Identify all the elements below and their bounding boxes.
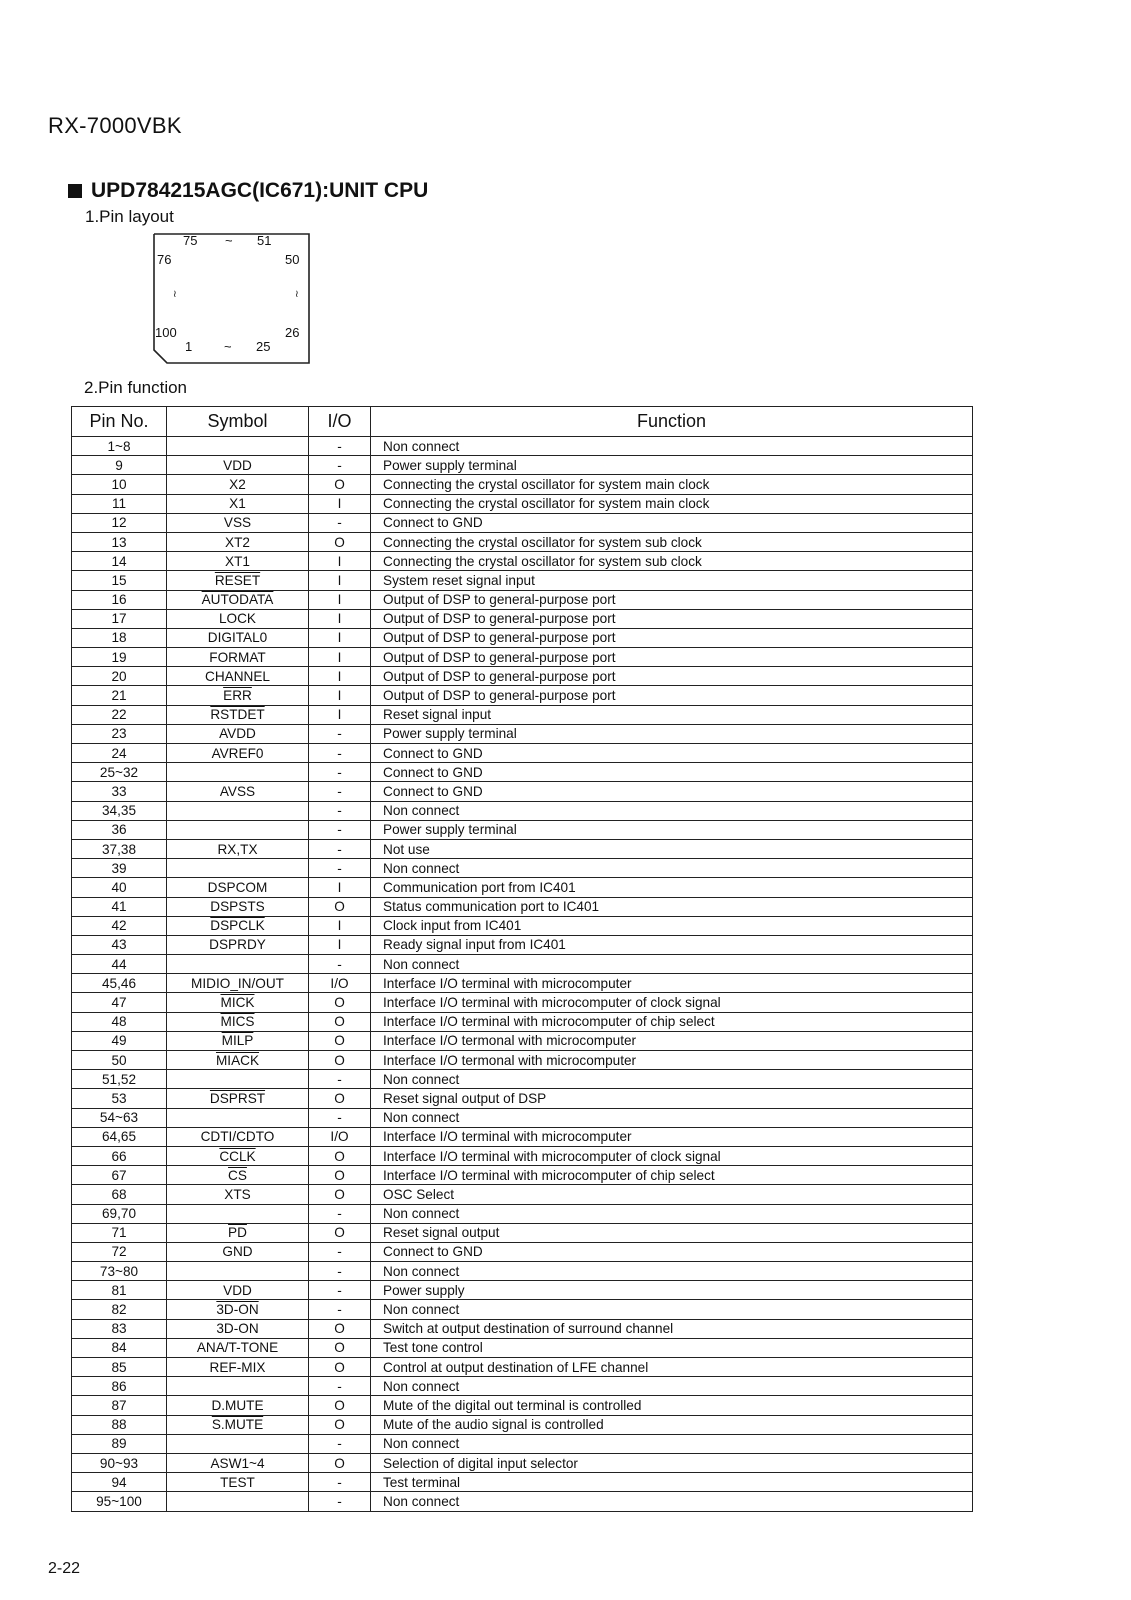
- table-row: [72, 1415, 973, 1434]
- symbol-cell: VSS: [223, 515, 252, 531]
- function-cell: Status communication port to IC401: [383, 899, 600, 915]
- function-cell: Interface I/O terminal with microcomputer of chip select: [383, 1014, 715, 1030]
- pin-cell: 68: [111, 1186, 127, 1202]
- chip-label-75: 75: [183, 233, 198, 248]
- pin-cell: 10: [111, 476, 127, 492]
- function-cell: Non connect: [383, 956, 460, 972]
- io-cell: -: [337, 860, 342, 876]
- table-row: [72, 532, 973, 551]
- io-cell: -: [337, 457, 342, 473]
- function-cell: Clock input from IC401: [383, 918, 522, 934]
- pin-function-table: [71, 406, 973, 1512]
- table-row: [72, 1204, 973, 1223]
- function-cell: Output of DSP to general-purpose port: [383, 592, 616, 608]
- io-cell: I/O: [330, 1129, 349, 1145]
- table-row: [72, 456, 973, 475]
- chip-label-100: 100: [155, 325, 177, 340]
- io-cell: O: [334, 1455, 345, 1471]
- io-cell: -: [337, 1071, 342, 1087]
- symbol-cell: AVDD: [219, 726, 256, 742]
- function-cell: System reset signal input: [383, 572, 535, 588]
- pin-cell: 81: [111, 1282, 127, 1298]
- function-cell: Non connect: [383, 1110, 460, 1126]
- table-row: [72, 628, 973, 647]
- symbol-cell: X1: [229, 496, 246, 512]
- symbol-cell: DSPCLK: [210, 918, 265, 934]
- chip-label-76: 76: [157, 252, 172, 267]
- symbol-cell: DIGITAL0: [207, 630, 268, 646]
- pin-cell: 37,38: [101, 841, 137, 857]
- io-cell: -: [337, 515, 342, 531]
- io-cell: -: [337, 1263, 342, 1279]
- symbol-cell: DSPCOM: [207, 879, 268, 895]
- table-row: [72, 609, 973, 628]
- table-row: [72, 993, 973, 1012]
- table-row: [72, 552, 973, 571]
- table-row: [72, 1319, 973, 1338]
- io-cell: I: [337, 572, 342, 588]
- function-cell: Output of DSP to general-purpose port: [383, 630, 616, 646]
- function-cell: Reset signal output of DSP: [383, 1090, 547, 1106]
- pin-cell: 88: [111, 1417, 127, 1433]
- table-row: [72, 1031, 973, 1050]
- io-cell: O: [334, 1090, 345, 1106]
- function-cell: Output of DSP to general-purpose port: [383, 688, 616, 704]
- io-cell: O: [334, 1033, 345, 1049]
- pin-cell: 45,46: [101, 975, 137, 991]
- function-cell: Ready signal input from IC401: [383, 937, 566, 953]
- symbol-cell: D.MUTE: [211, 1397, 264, 1413]
- io-cell: O: [334, 534, 345, 550]
- pin-cell: 82: [111, 1302, 127, 1318]
- io-cell: -: [337, 1436, 342, 1452]
- table-row: [72, 1012, 973, 1031]
- pin-cell: 86: [111, 1378, 127, 1394]
- pin-function-title: 2.Pin function: [84, 378, 188, 397]
- pin-cell: 22: [111, 707, 127, 723]
- pin-layout-title: 1.Pin layout: [85, 207, 174, 226]
- table-row: [72, 974, 973, 993]
- io-cell: -: [337, 822, 342, 838]
- pin-cell: 51,52: [101, 1071, 137, 1087]
- symbol-cell: DSPRST: [209, 1090, 266, 1106]
- io-cell: O: [334, 1397, 345, 1413]
- table-row: [72, 1300, 973, 1319]
- symbol-cell: MICS: [220, 1014, 255, 1030]
- table-row: [72, 820, 973, 839]
- function-cell: Connecting the crystal oscillator for system sub clock: [383, 534, 702, 550]
- io-cell: -: [337, 1493, 342, 1509]
- pin-cell: 21: [111, 688, 127, 704]
- function-cell: Non connect: [383, 860, 460, 876]
- io-cell: O: [334, 1321, 345, 1337]
- symbol-cell: $\overline{ERR}$: [223, 688, 252, 704]
- pin-cell: 54~63: [99, 1110, 139, 1126]
- symbol-cell: AVREF0: [211, 745, 264, 761]
- pin-cell: 47: [111, 995, 127, 1011]
- symbol-cell: REF-MIX: [209, 1359, 266, 1375]
- symbol-cell: S.MUTE: [211, 1417, 264, 1433]
- io-cell: O: [334, 1340, 345, 1356]
- function-cell: Control at output destination of LFE channel: [383, 1359, 649, 1375]
- table-header-row: [72, 407, 973, 437]
- io-cell: O: [334, 899, 345, 915]
- symbol-cell: XT2: [225, 534, 250, 550]
- pin-cell: 24: [111, 745, 127, 761]
- pin-cell: 40: [111, 879, 127, 895]
- io-cell: I: [337, 649, 342, 665]
- io-cell: -: [337, 956, 342, 972]
- function-cell: Not use: [383, 841, 430, 857]
- function-cell: Non connect: [383, 1436, 460, 1452]
- pin-cell: 13: [111, 534, 127, 550]
- pin-cell: 90~93: [99, 1455, 139, 1471]
- pin-cell: 64,65: [101, 1129, 137, 1145]
- symbol-cell: FORMAT: [209, 649, 266, 665]
- function-cell: Interface I/O terminal with microcomputer: [383, 975, 632, 991]
- function-cell: Reset signal input: [383, 707, 492, 723]
- function-cell: Interface I/O terminal with microcomputer of clock signal: [383, 995, 721, 1011]
- io-cell: I: [337, 707, 342, 723]
- chip-label-25: 25: [256, 339, 271, 354]
- pin-cell: 43: [111, 937, 127, 953]
- symbol-cell: DSPRDY: [209, 937, 266, 953]
- function-cell: Output of DSP to general-purpose port: [383, 649, 616, 665]
- table-row: [72, 1089, 973, 1108]
- function-cell: Power supply terminal: [383, 457, 517, 473]
- symbol-cell: TEST: [220, 1474, 255, 1490]
- io-cell: I/O: [330, 975, 349, 991]
- chip-label-bottom-tilde: ~: [224, 339, 232, 354]
- symbol-cell: DSPSTS: [210, 899, 265, 915]
- io-cell: I: [337, 918, 342, 934]
- io-cell: O: [334, 1167, 345, 1183]
- function-cell: Mute of the digital out terminal is controlled: [383, 1397, 642, 1413]
- table-row: [72, 1051, 973, 1070]
- table-row: [72, 724, 973, 743]
- pin-layout-diagram: [153, 233, 311, 365]
- function-cell: Interface I/O terminal with microcomputer: [383, 1129, 632, 1145]
- pin-cell: 69,70: [101, 1206, 137, 1222]
- chip-label-right-range: ≀: [295, 289, 299, 300]
- function-cell: Test tone control: [383, 1340, 483, 1356]
- io-cell: O: [334, 1148, 345, 1164]
- table-row: [72, 667, 973, 686]
- function-cell: Connect to GND: [383, 745, 483, 761]
- io-cell: O: [334, 1417, 345, 1433]
- table-row: [72, 1453, 973, 1472]
- table-row: [72, 590, 973, 609]
- function-cell: Non connect: [383, 1206, 460, 1222]
- pin-cell: 66: [111, 1148, 127, 1164]
- function-cell: Selection of digital input selector: [383, 1455, 578, 1471]
- table-row: [72, 801, 973, 820]
- function-cell: Non connect: [383, 1378, 460, 1394]
- table-row: [72, 1127, 973, 1146]
- pin-cell: 36: [111, 822, 127, 838]
- io-cell: I: [337, 611, 342, 627]
- symbol-cell: VDD: [223, 1282, 252, 1298]
- table-row: [72, 1223, 973, 1242]
- pin-cell: 17: [111, 611, 127, 627]
- function-cell: Connecting the crystal oscillator for system main clock: [383, 496, 710, 512]
- io-cell: -: [337, 1110, 342, 1126]
- chip-label-1: 1: [185, 339, 193, 354]
- symbol-cell: AVSS: [219, 783, 256, 799]
- function-cell: Power supply terminal: [383, 822, 517, 838]
- pin-cell: 53: [111, 1090, 127, 1106]
- io-cell: -: [337, 1282, 342, 1298]
- pin-cell: 73~80: [99, 1263, 139, 1279]
- symbol-cell: XTS: [224, 1186, 251, 1202]
- function-cell: Connect to GND: [383, 783, 483, 799]
- function-cell: Switch at output destination of surround channel: [383, 1321, 674, 1337]
- pin-cell: 14: [111, 553, 127, 569]
- function-cell: Interface I/O terminal with microcomputer of clock signal: [383, 1148, 721, 1164]
- function-cell: Non connect: [383, 803, 460, 819]
- pin-cell: 72: [111, 1244, 127, 1260]
- pin-cell: 41: [111, 899, 127, 915]
- io-cell: -: [337, 1244, 342, 1260]
- pin-cell: 94: [111, 1474, 127, 1490]
- symbol-cell: MICK: [220, 995, 255, 1011]
- function-cell: Connecting the crystal oscillator for system sub clock: [383, 553, 702, 569]
- pin-cell: 23: [111, 726, 127, 742]
- model-name: RX-7000VBK: [48, 113, 182, 138]
- function-cell: Output of DSP to general-purpose port: [383, 611, 616, 627]
- table-row: [72, 494, 973, 513]
- function-cell: OSC Select: [383, 1186, 455, 1202]
- pin-cell: 49: [111, 1033, 127, 1049]
- symbol-cell: $\overline{PD}$: [228, 1225, 247, 1241]
- table-row: [72, 1434, 973, 1453]
- symbol-cell: RESET: [214, 572, 261, 588]
- pin-cell: 39: [111, 860, 127, 876]
- table-row: [72, 686, 973, 705]
- table-row: [72, 955, 973, 974]
- pin-cell: 48: [111, 1014, 127, 1030]
- function-cell: Power supply: [383, 1282, 465, 1298]
- table-row: [72, 475, 973, 494]
- symbol-cell: AUTODATA: [201, 592, 274, 608]
- pin-cell: 71: [111, 1225, 127, 1241]
- table-row: [72, 705, 973, 724]
- io-cell: I: [337, 496, 342, 512]
- io-cell: -: [337, 438, 342, 454]
- io-cell: I: [337, 592, 342, 608]
- function-cell: Non connect: [383, 438, 460, 454]
- table-row: [72, 878, 973, 897]
- table-row: [72, 763, 973, 782]
- header-pin-no: Pin No.: [72, 407, 167, 437]
- chip-label-51: 51: [257, 233, 272, 248]
- symbol-cell: X2: [229, 476, 246, 492]
- table-row: [72, 1185, 973, 1204]
- symbol-cell: $\overline{CS}$: [228, 1167, 247, 1183]
- table-row: [72, 1242, 973, 1261]
- table-body: [72, 437, 973, 1512]
- pin-cell: 33: [111, 783, 127, 799]
- symbol-cell: MIDIO_IN/OUT: [191, 975, 284, 991]
- table-row: [72, 513, 973, 532]
- pin-cell: 11: [111, 496, 127, 512]
- pin-cell: 95~100: [96, 1493, 142, 1509]
- function-cell: Output of DSP to general-purpose port: [383, 668, 616, 684]
- symbol-cell: VDD: [223, 457, 252, 473]
- table-row: [72, 437, 973, 456]
- pin-cell: 87: [111, 1397, 127, 1413]
- table-row: [72, 782, 973, 801]
- function-cell: Interface I/O termonal with microcomputer: [383, 1033, 637, 1049]
- io-cell: -: [337, 745, 342, 761]
- function-cell: Non connect: [383, 1493, 460, 1509]
- function-cell: Communication port from IC401: [383, 879, 576, 895]
- table-row: [72, 1396, 973, 1415]
- pin-cell: 16: [111, 592, 127, 608]
- pin-cell: 18: [111, 630, 127, 646]
- symbol-cell: CCLK: [219, 1148, 256, 1164]
- io-cell: O: [334, 1225, 345, 1241]
- io-cell: -: [337, 726, 342, 742]
- io-cell: -: [337, 1302, 342, 1318]
- function-cell: Connecting the crystal oscillator for system main clock: [383, 476, 710, 492]
- io-cell: I: [337, 668, 342, 684]
- pin-cell: 50: [111, 1052, 127, 1068]
- function-cell: Connect to GND: [383, 764, 483, 780]
- table-row: [72, 1070, 973, 1089]
- symbol-cell: 3D-ON: [216, 1302, 259, 1318]
- symbol-cell: ANA/T-TONE: [196, 1340, 279, 1356]
- io-cell: -: [337, 1206, 342, 1222]
- symbol-cell: LOCK: [218, 611, 257, 627]
- header-symbol: Symbol: [167, 407, 309, 437]
- table-row: [72, 935, 973, 954]
- function-cell: Non connect: [383, 1263, 460, 1279]
- section-heading: [68, 179, 428, 203]
- table-row: [72, 1281, 973, 1300]
- function-cell: Reset signal output: [383, 1225, 500, 1241]
- function-cell: Test terminal: [383, 1474, 461, 1490]
- io-cell: -: [337, 803, 342, 819]
- io-cell: O: [334, 1014, 345, 1030]
- heading-text: UPD784215AGC(IC671):UNIT CPU: [91, 179, 429, 202]
- io-cell: I: [337, 630, 342, 646]
- chip-label-50: 50: [285, 252, 300, 267]
- table-row: [72, 916, 973, 935]
- chip-label-left-range: ≀: [173, 289, 177, 300]
- pin-cell: 12: [111, 515, 127, 531]
- table-row: [72, 839, 973, 858]
- symbol-cell: GND: [222, 1244, 253, 1260]
- table-row: [72, 571, 973, 590]
- io-cell: -: [337, 783, 342, 799]
- pin-cell: 19: [111, 649, 127, 665]
- symbol-cell: 3D-ON: [216, 1321, 259, 1337]
- table-row: [72, 1338, 973, 1357]
- table-row: [72, 1377, 973, 1396]
- pin-cell: 34,35: [101, 803, 137, 819]
- io-cell: O: [334, 995, 345, 1011]
- io-cell: O: [334, 1359, 345, 1375]
- io-cell: -: [337, 1378, 342, 1394]
- symbol-cell: MIACK: [215, 1052, 260, 1068]
- io-cell: O: [334, 476, 345, 492]
- pin-cell: 67: [111, 1167, 127, 1183]
- bullet-square-icon: [68, 184, 82, 198]
- function-cell: Mute of the audio signal is controlled: [383, 1417, 604, 1433]
- symbol-cell: RSTDET: [210, 707, 265, 723]
- table-row: [72, 1492, 973, 1511]
- symbol-cell: CDTI/CDTO: [200, 1129, 275, 1145]
- table-row: [72, 1146, 973, 1165]
- io-cell: O: [334, 1186, 345, 1202]
- symbol-cell: CHANNEL: [205, 668, 270, 684]
- symbol-cell: XT1: [225, 553, 250, 569]
- table-row: [72, 744, 973, 763]
- table-row: [72, 1358, 973, 1377]
- pin-cell: 89: [111, 1436, 127, 1452]
- pin-cell: 44: [111, 956, 127, 972]
- symbol-cell: RX,TX: [217, 841, 258, 857]
- io-cell: O: [334, 1052, 345, 1068]
- table-row: [72, 1166, 973, 1185]
- chip-label-26: 26: [285, 325, 300, 340]
- chip-label-top-tilde: ~: [225, 233, 233, 248]
- pin-cell: 1~8: [107, 438, 131, 454]
- io-cell: -: [337, 764, 342, 780]
- function-cell: Connect to GND: [383, 1244, 483, 1260]
- io-cell: I: [337, 937, 342, 953]
- symbol-cell: MILP: [221, 1033, 254, 1049]
- symbol-cell: ASW1~4: [210, 1455, 265, 1471]
- header-function: Function: [371, 407, 973, 437]
- pin-cell: 42: [111, 918, 127, 934]
- table-row: [72, 897, 973, 916]
- function-cell: Non connect: [383, 1071, 460, 1087]
- pin-cell: 85: [111, 1359, 127, 1375]
- function-cell: Power supply terminal: [383, 726, 517, 742]
- pin-cell: 83: [111, 1321, 127, 1337]
- function-cell: Interface I/O termonal with microcomputer: [383, 1052, 637, 1068]
- table-row: [72, 1473, 973, 1492]
- function-cell: Interface I/O terminal with microcomputer of chip select: [383, 1167, 715, 1183]
- table-row: [72, 859, 973, 878]
- function-cell: Connect to GND: [383, 515, 483, 531]
- pin-cell: 9: [115, 457, 123, 473]
- pin-cell: 15: [111, 572, 127, 588]
- io-cell: -: [337, 841, 342, 857]
- pin-cell: 25~32: [99, 764, 139, 780]
- page-number: 2-22: [48, 1560, 81, 1577]
- io-cell: -: [337, 1474, 342, 1490]
- io-cell: I: [337, 688, 342, 704]
- pin-cell: 20: [111, 668, 127, 684]
- io-cell: I: [337, 553, 342, 569]
- function-cell: Non connect: [383, 1302, 460, 1318]
- io-cell: I: [337, 879, 342, 895]
- pin-cell: 84: [111, 1340, 127, 1356]
- table-row: [72, 1108, 973, 1127]
- table-row: [72, 648, 973, 667]
- table-row: [72, 1262, 973, 1281]
- header-io: I/O: [309, 407, 371, 437]
